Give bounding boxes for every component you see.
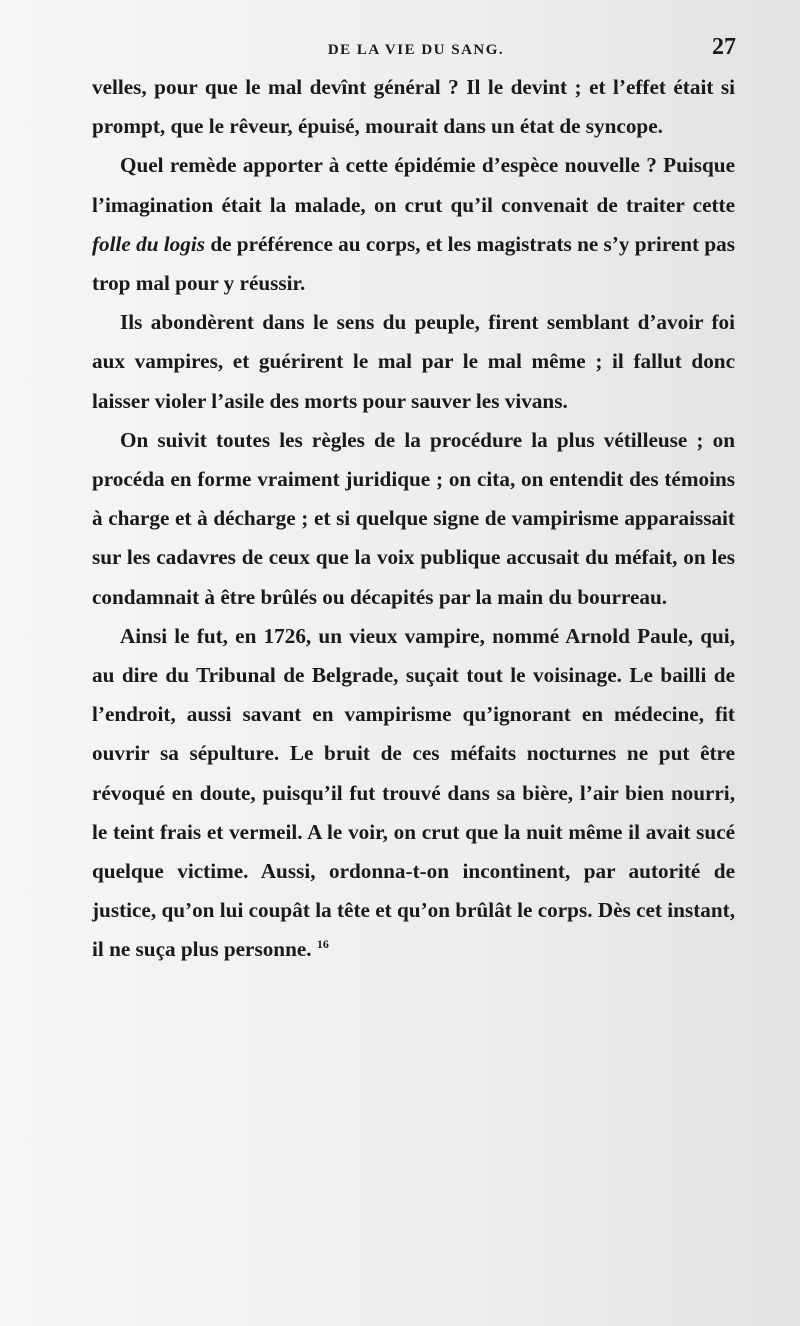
running-header: [96, 34, 736, 68]
italic-phrase: folle du logis: [92, 231, 206, 256]
paragraph-2-text: Quel remède apporter à cette épidémie d’espèce nouvelle ? Puisque l’imagination était la malade, on crut qu’il convenait de traiter cette: [92, 153, 735, 217]
paragraph-5-text: Ainsi le fut, en 1726, un vieux vampire, nommé Arnold Paule, qui, au dire du Tribunal de Belgrade, suçait tout le voisinage. Le bailli de l’endroit, aussi savant en vampirisme qu’ignorant en médecine, fit ouvrir sa sépulture. Le bruit de ces méfaits nocturnes ne put être révoqué en doute, puisqu’il fut trouvé dans sa bière, l’air bien nourri, le teint frais et vermeil. A le voir, on crut que la nuit même il avait sucé quelque victime. Aussi, ordonna-t-on incontinent, par autorité de justice, qu’on lui coupât la tête et qu’on brûlât le corps. Dès cet instant, il ne suça plus personne.: [92, 623, 735, 962]
paragraph-2: [92, 146, 735, 303]
paragraph-3-text: Ils abondèrent dans le sens du peuple, firent semblant d’avoir foi aux vampires, et guérirent le mal par le mal même ; il fallut donc laisser violer l’asile des morts pour sauver les vivans.: [92, 310, 735, 413]
paragraph-5: [92, 617, 735, 970]
footnote-marker: 16: [316, 937, 329, 952]
paragraph-4-text: On suivit toutes les règles de la procédure la plus vétilleuse ; on procéda en forme vraiment juridique ; on cita, on entendit des témoins à charge et à décharge ; et si quelque signe de vampirisme apparaissait sur les cadavres de ceux que la voix publique accusait du méfait, on les condamnait à être brûlés ou décapités par la main du bourreau.: [92, 427, 735, 609]
page-number: 27: [712, 34, 736, 60]
paragraph-1: [92, 68, 735, 146]
body-text: [92, 68, 735, 970]
paragraph-4: [92, 421, 735, 617]
paragraph-3: [92, 303, 735, 421]
paragraph-2-text-end: de préférence au corps, et les magistrats ne s’y prirent pas trop mal pour y réussir.: [92, 231, 736, 296]
running-title: DE LA VIE DU SANG.: [327, 42, 505, 58]
paragraph-1-text: velles, pour que le mal devînt général ? Il le devint ; et l’effet était si prompt, que le rêveur, épuisé, mourait dans un état de syncope.: [92, 75, 735, 139]
